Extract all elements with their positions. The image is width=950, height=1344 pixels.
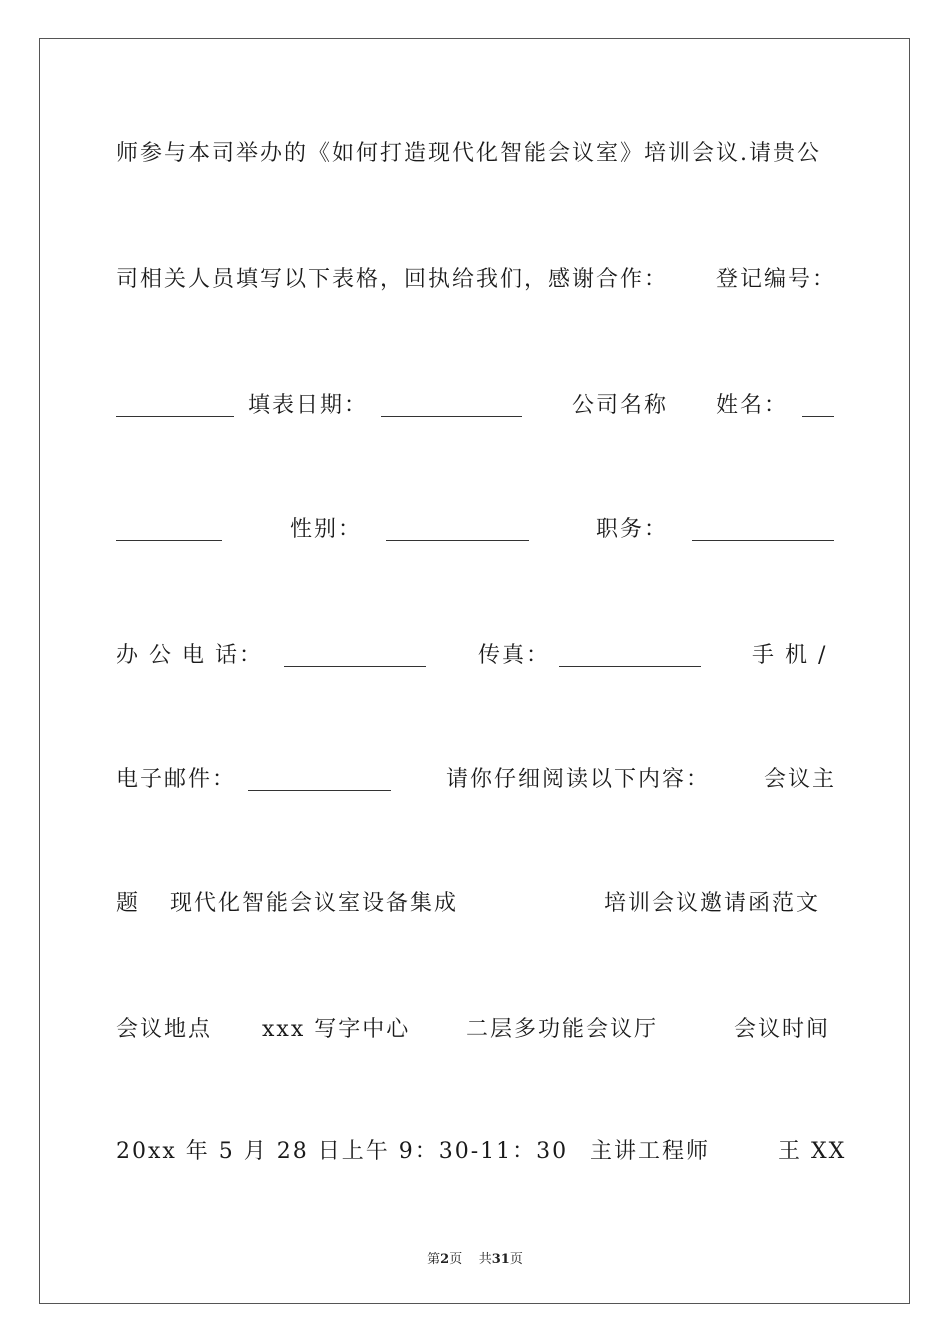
fax-blank[interactable] (559, 666, 701, 667)
paragraph-text: 司相关人员填写以下表格，回执给我们，感谢合作： (116, 267, 669, 292)
registration-number-blank[interactable] (116, 416, 234, 417)
email-label: 电子邮件： (116, 767, 237, 792)
text-line-1 (116, 136, 836, 176)
text-line-5 (116, 638, 836, 678)
meeting-topic-value: 现代化智能会议室设备集成 (170, 891, 459, 916)
gender-label: 性别： (290, 517, 363, 542)
document-title-text: 培训会议邀请函范文 (604, 891, 821, 916)
text-line-8 (116, 1012, 836, 1052)
name-blank-continued[interactable] (116, 540, 222, 541)
meeting-time-label: 会议时间 (734, 1017, 831, 1042)
fax-label: 传真： (478, 643, 551, 668)
office-phone-label: 办 公 电 话： (116, 643, 263, 668)
paragraph-text: 师参与本司举办的《如何打造现代化智能会议室》培训会议.请贵公 (116, 141, 821, 166)
total-pages: 共31页 (478, 1252, 523, 1267)
mobile-label: 手 机 / (752, 643, 828, 668)
meeting-location-label: 会议地点 (116, 1017, 213, 1042)
page-footer (0, 1248, 950, 1267)
page-number: 第2页 (427, 1252, 463, 1267)
email-blank[interactable] (248, 790, 391, 791)
read-notice-text: 请你仔细阅读以下内容： (446, 767, 711, 792)
fill-date-blank[interactable] (381, 416, 522, 417)
fill-date-label: 填表日期： (248, 393, 369, 418)
text-line-2 (116, 262, 836, 302)
name-blank[interactable] (802, 416, 834, 417)
meeting-topic-label: 会议主 (764, 767, 837, 792)
lecturer-label: 主讲工程师 (590, 1139, 711, 1164)
gender-blank[interactable] (386, 540, 529, 541)
meeting-topic-label-end: 题 (116, 891, 141, 916)
meeting-location-room: 二层多功能会议厅 (466, 1017, 659, 1042)
text-line-3 (116, 388, 836, 428)
lecturer-name: 王 XX (778, 1139, 847, 1164)
position-blank[interactable] (692, 540, 834, 541)
position-label: 职务： (596, 517, 669, 542)
text-line-9 (116, 1134, 847, 1174)
text-line-6 (116, 762, 836, 802)
name-label: 姓名： (716, 393, 789, 418)
meeting-location-building: xxx 写字中心 (262, 1017, 411, 1042)
text-line-4 (116, 512, 836, 552)
office-phone-blank[interactable] (284, 666, 426, 667)
company-name-label: 公司名称 (572, 393, 669, 418)
meeting-time-value: 20xx 年 5 月 28 日上午 9：30-11：30 (116, 1139, 569, 1164)
registration-number-label: 登记编号： (716, 267, 837, 292)
text-line-7 (116, 886, 836, 926)
